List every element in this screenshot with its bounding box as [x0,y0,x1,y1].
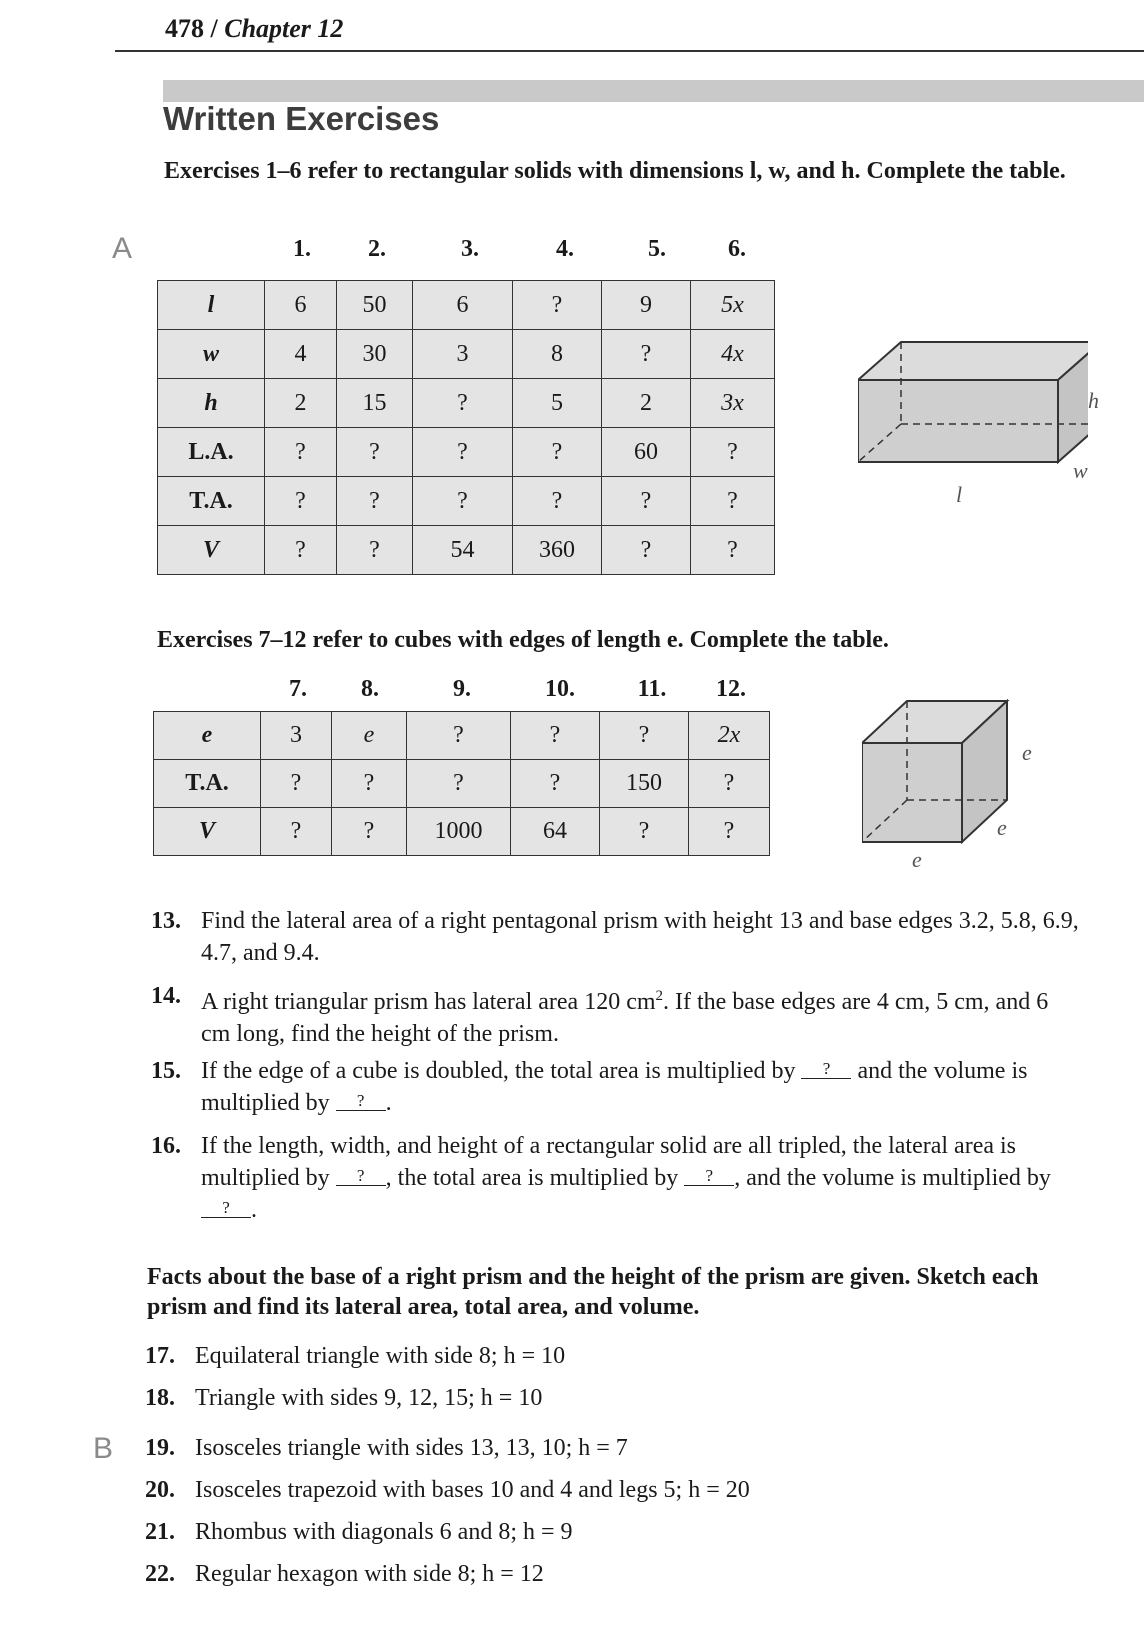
table-row [158,281,775,330]
page-number: 478 [165,14,204,43]
section-title: Written Exercises [163,100,440,137]
table-cell: ? [332,760,407,808]
table-cell: 6 [413,281,513,330]
row-label: L.A. [158,428,265,477]
table-cell: ? [261,760,332,808]
table-row [154,712,770,760]
edge-label: e [997,815,1007,840]
answer-blank: ? [801,1060,851,1079]
table-cell: ? [407,712,511,760]
table-cell: ? [413,428,513,477]
column-number: 5. [648,236,666,262]
column-number: 9. [453,676,471,702]
table-row [158,477,775,526]
table-cell: 360 [513,526,602,575]
table-cell: ? [337,526,413,575]
column-number: 8. [361,676,379,702]
table-cell: ? [332,808,407,856]
table-cell: 4 [265,330,337,379]
answer-blank: ? [336,1092,386,1111]
table-cell: ? [513,428,602,477]
table-cell: ? [511,712,600,760]
table-cell: 1000 [407,808,511,856]
table-cell: ? [265,477,337,526]
table-cell: 4x [691,330,775,379]
level-a-marker: A [112,232,133,265]
table-cell: ? [602,526,691,575]
level-b-marker: B [93,1432,114,1465]
table-cell: ? [689,760,770,808]
table-cell: ? [407,760,511,808]
exercise-text: Regular hexagon with side 8; h = 12 [195,1561,544,1587]
table-cell: 2x [689,712,770,760]
column-number: 12. [716,676,746,702]
exercise-number: 16. [151,1133,181,1159]
table-cell: ? [265,526,337,575]
table-cell: 150 [600,760,689,808]
width-label: w [1073,458,1088,483]
table-cell: ? [691,526,775,575]
exercise-text: If the length, width, and height of a rectangular solid are all tripled, the lateral area is multiplied by ? , the total area is multiplied by ? , and the volume is multiplied by ? . [201,1133,1051,1223]
table-cell: 64 [511,808,600,856]
cubes-table [153,711,770,856]
box-drawing [858,340,1088,480]
edge-label: e [1022,740,1032,765]
exercise-number: 13. [151,908,181,934]
table-cell: 9 [602,281,691,330]
exercise-text: Triangle with sides 9, 12, 15; h = 10 [195,1385,543,1411]
table-cell: ? [600,808,689,856]
row-label: e [154,712,261,760]
exercise-number: 18. [145,1385,175,1411]
table-cell: 8 [513,330,602,379]
row-label: V [158,526,265,575]
exercise-number: 19. [145,1435,175,1461]
table-cell: 15 [337,379,413,428]
table-row [158,526,775,575]
table-cell: 3 [261,712,332,760]
exercise-text: Isosceles trapezoid with bases 10 and 4 and legs 5; h = 20 [195,1477,750,1503]
table-cell: ? [511,760,600,808]
table-cell: ? [337,477,413,526]
exercise-text: Equilateral triangle with side 8; h = 10 [195,1343,566,1369]
instructions-prisms: Facts about the base of a right prism and the height of the prism are given. Sketch each prism and find its lateral area, total area, and volume. [147,1264,1039,1320]
column-number: 11. [637,676,667,702]
table-cell: ? [413,379,513,428]
column-number: 7. [289,676,307,702]
instructions-rectangular-solids: Exercises 1–6 refer to rectangular solids with dimensions l, w, and h. Complete the table. [164,158,1066,184]
row-label: V [154,808,261,856]
column-number: 10. [545,676,575,702]
exercise-text: Find the lateral area of a right pentagonal prism with height 13 and base edges 3.2, 5.8, 6.9, 4.7, and 9.4. [201,908,1079,966]
table-cell: 2 [265,379,337,428]
table-cell: ? [691,477,775,526]
column-number: 3. [461,236,479,262]
edge-label: e [912,847,922,872]
table-cell: ? [602,477,691,526]
table-cell: ? [337,428,413,477]
table-cell: ? [600,712,689,760]
exercise-number: 20. [145,1477,175,1503]
table-cell: e [332,712,407,760]
table-row [158,428,775,477]
table-row [154,808,770,856]
table-row [158,330,775,379]
table-cell: 5x [691,281,775,330]
table-cell: 54 [413,526,513,575]
exercise-text: Rhombus with diagonals 6 and 8; h = 9 [195,1519,573,1545]
exercise-text: If the edge of a cube is doubled, the total area is multiplied by ? and the volume is multiplied by ? . [201,1058,1028,1116]
table-cell: 60 [602,428,691,477]
instructions-cubes: Exercises 7–12 refer to cubes with edges of length e. Complete the table. [157,627,889,653]
table-cell: 2 [602,379,691,428]
exercise-number: 15. [151,1058,181,1084]
row-label: T.A. [154,760,261,808]
table-cell: 5 [513,379,602,428]
table-cell: ? [689,808,770,856]
table-cell: ? [602,330,691,379]
exercise-number: 14. [151,983,181,1009]
cube-figure [862,695,1032,872]
table-cell: ? [265,428,337,477]
row-label: T.A. [158,477,265,526]
exercise-number: 22. [145,1561,175,1587]
answer-blank: ? [201,1199,251,1218]
table-cell: 30 [337,330,413,379]
exercise-number: 17. [145,1343,175,1369]
table-cell: ? [261,808,332,856]
table-cell: ? [513,281,602,330]
table-cell: ? [413,477,513,526]
length-label: l [956,482,963,507]
table-cell: 3 [413,330,513,379]
section-bar [163,80,1144,102]
header-separator: / [210,14,218,43]
table-cell: ? [691,428,775,477]
column-number: 4. [556,236,574,262]
table-row [154,760,770,808]
page-header [165,14,343,44]
column-number: 6. [728,236,746,262]
height-label: h [1088,388,1099,413]
chapter-title: Chapter 12 [224,14,344,43]
header-rule [115,50,1144,52]
table-cell: 50 [337,281,413,330]
exercise-text: A right triangular prism has lateral area 120 $cm^2$. If the base edges are 4 cm, 5 cm, and 6 cm long, find the height of the prism. [201,988,1049,1047]
column-number: 1. [293,236,311,262]
table-cell: 3x [691,379,775,428]
table-cell: ? [513,477,602,526]
column-number: 2. [368,236,386,262]
table-row [158,379,775,428]
row-label: w [158,330,265,379]
answer-blank: ? [336,1167,386,1186]
exercise-number: 21. [145,1519,175,1545]
rectangular-solids-table [157,280,775,575]
rectangular-solid-figure [858,340,1099,507]
row-label: l [158,281,265,330]
row-label: h [158,379,265,428]
table-cell: 6 [265,281,337,330]
exercise-text: Isosceles triangle with sides 13, 13, 10; h = 7 [195,1435,628,1461]
answer-blank: ? [684,1167,734,1186]
